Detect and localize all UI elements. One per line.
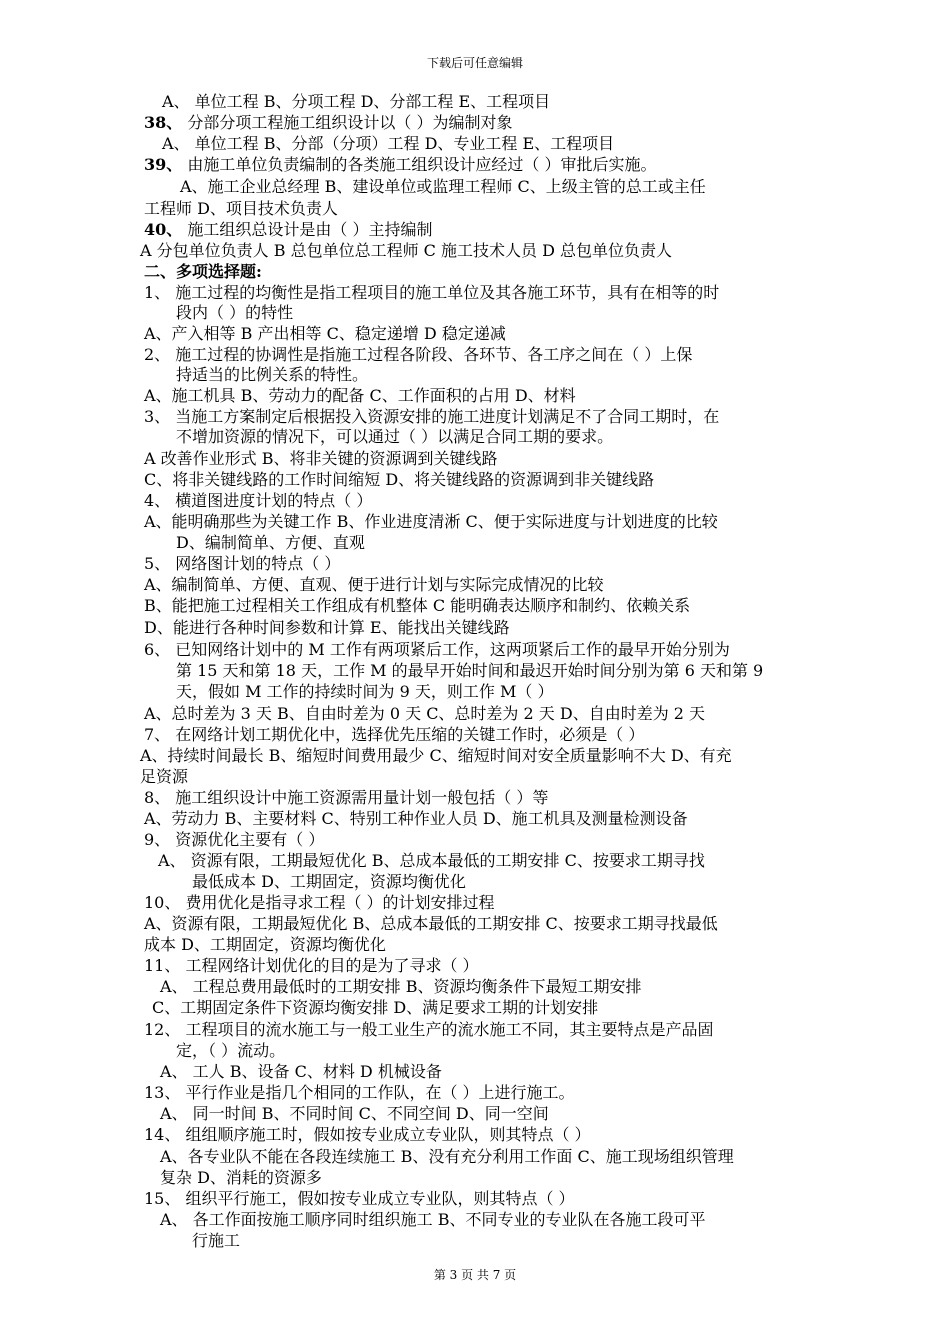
text-line <box>180 177 706 197</box>
text-line <box>144 788 548 808</box>
text-line <box>160 1210 706 1230</box>
text-line <box>144 893 495 913</box>
text-line <box>144 596 690 616</box>
text-line <box>162 92 550 112</box>
text-line <box>144 262 262 282</box>
line-text: 持适当的比例关系的特性。 <box>176 365 369 384</box>
question-number: 38、 <box>144 113 183 132</box>
line-text: 成本 D、工期固定，资源均衡优化 <box>144 935 386 954</box>
line-text: 7、 在网络计划工期优化中，选择优先压缩的关键工作时，必须是（ ） <box>144 725 645 744</box>
line-text: 8、 施工组织设计中施工资源需用量计划一般包括（ ）等 <box>144 788 549 807</box>
line-text: A、 同一时间 B、不同时间 C、不同空间 D、同一空间 <box>160 1104 549 1123</box>
text-line <box>144 554 340 574</box>
line-text: 最低成本 D、工期固定，资源均衡优化 <box>192 872 466 891</box>
line-text: A、产入相等 B 产出相等 C、稳定递增 D 稳定递减 <box>144 324 506 343</box>
line-text: 3、 当施工方案制定后根据投入资源安排的施工进度计划满足不了合同工期时，在 <box>144 407 720 426</box>
line-text: A、 各工作面按施工顺序同时组织施工 B、不同专业的专业队在各施工段可平 <box>160 1210 706 1229</box>
page-header: 下载后可任意编辑 <box>426 56 523 70</box>
line-text: 14、 组组顺序施工时，假如按专业成立专业队，则其特点（ ） <box>144 1125 591 1144</box>
line-text: A、 资源有限，工期最短优化 B、总成本最低的工期安排 C、按要求工期寻找 <box>158 851 705 870</box>
text-line <box>144 956 479 976</box>
line-text: 4、 横道图进度计划的特点（ ） <box>144 491 373 510</box>
text-line <box>176 661 763 681</box>
text-line <box>140 241 672 261</box>
line-text: 行施工 <box>192 1231 241 1250</box>
text-line <box>144 704 705 724</box>
line-text: 13、 平行作业是指几个相同的工作队，在（ ）上进行施工。 <box>144 1083 575 1102</box>
text-line <box>144 725 644 745</box>
line-text: D、编制简单、方便、直观 <box>176 533 365 552</box>
text-line <box>144 1189 575 1209</box>
text-line <box>144 449 498 469</box>
question-number: 40、 <box>144 220 183 239</box>
text-line <box>160 1168 322 1188</box>
text-line <box>144 220 432 240</box>
text-line <box>144 575 604 595</box>
line-text: C、将非关键线路的工作时间缩短 D、将关键线路的资源调到非关键线路 <box>144 470 655 489</box>
question-number: 二、多项选择题: <box>144 262 262 281</box>
line-text: 2、 施工过程的协调性是指施工过程各阶段、各环节、各工序之间在（ ）上保 <box>144 345 693 364</box>
line-text: A 分包单位负责人 B 总包单位总工程师 C 施工技术人员 D 总包单位负责人 <box>140 241 672 260</box>
line-text: 不增加资源的情况下，可以通过（ ）以满足合同工期的要求。 <box>176 427 614 446</box>
text-line <box>144 491 372 511</box>
text-line <box>144 199 338 219</box>
line-text: 施工组织总设计是由（ ）主持编制 <box>182 220 433 239</box>
text-line <box>140 746 732 766</box>
line-text: A、 单位工程 B、分部（分项）工程 D、专业工程 E、工程项目 <box>162 134 615 153</box>
text-line <box>144 1125 591 1145</box>
text-line <box>144 914 718 934</box>
line-text: A、总时差为 3 天 B、自由时差为 0 天 C、总时差为 2 天 D、自由时差为 2 天 <box>144 704 706 723</box>
line-text: C、工期固定条件下资源均衡安排 D、满足要求工期的计划安排 <box>152 998 599 1017</box>
line-text: A、编制简单、方便、直观、便于进行计划与实际完成情况的比较 <box>144 575 604 594</box>
text-line <box>192 1231 240 1251</box>
text-line <box>176 427 613 447</box>
text-line <box>144 470 654 490</box>
text-line <box>144 345 692 365</box>
text-line <box>176 303 293 323</box>
line-text: 段内（ ）的特性 <box>176 303 294 322</box>
text-line <box>144 283 719 303</box>
text-line <box>160 1147 734 1167</box>
text-line <box>144 324 506 344</box>
line-text: A、施工企业总经理 B、建设单位或监理工程师 C、上级主管的总工或主任 <box>180 177 706 196</box>
line-text: A、持续时间最长 B、缩短时间费用最少 C、缩短时间对安全质量影响不大 D、有充 <box>140 746 732 765</box>
text-line <box>144 155 656 175</box>
line-text: 10、 费用优化是指寻求工程（ ）的计划安排过程 <box>144 893 495 912</box>
text-line <box>144 640 730 660</box>
line-text: A、能明确那些为关键工作 B、作业进度清淅 C、便于实际进度与计划进度的比较 <box>144 512 718 531</box>
text-line <box>176 533 365 553</box>
question-number: 39、 <box>144 155 183 174</box>
text-line <box>144 1020 713 1040</box>
text-line <box>144 386 576 406</box>
text-line <box>144 512 718 532</box>
page-footer: 第 3 页 共 7 页 <box>433 1268 517 1282</box>
line-text: 工程师 D、项目技术负责人 <box>144 199 338 218</box>
text-line <box>144 1083 575 1103</box>
line-text: 6、 已知网络计划中的 M 工作有两项紧后工作，这两项紧后工作的最早开始分别为 <box>144 640 730 659</box>
line-text: 由施工单位负责编制的各类施工组织设计应经过（ ）审批后实施。 <box>182 155 657 174</box>
text-line <box>176 1041 285 1061</box>
line-text: 定，（ ）流动。 <box>176 1041 286 1060</box>
line-text: 天，假如 M 工作的持续时间为 9 天，则工作 M（ ） <box>176 682 554 701</box>
line-text: 9、 资源优化主要有（ ） <box>144 830 325 849</box>
line-text: 1、 施工过程的均衡性是指工程项目的施工单位及其各施工环节，具有在相等的时 <box>144 283 720 302</box>
text-line <box>144 830 324 850</box>
text-line <box>158 851 705 871</box>
text-line <box>144 618 510 638</box>
text-line <box>152 998 598 1018</box>
line-text: A、 工程总费用最低时的工期安排 B、资源均衡条件下最短工期安排 <box>160 977 642 996</box>
text-line <box>192 872 466 892</box>
line-text: A、 工人 B、设备 C、材料 D 机械设备 <box>160 1062 442 1081</box>
line-text: A、各专业队不能在各段连续施工 B、没有充分利用工作面 C、施工现场组织管理 <box>160 1147 734 1166</box>
text-line <box>144 407 719 427</box>
line-text: D、能进行各种时间参数和计算 E、能找出关键线路 <box>144 618 510 637</box>
text-line <box>140 767 188 787</box>
text-line <box>162 134 614 154</box>
text-line <box>176 682 553 702</box>
line-text: 复杂 D、消耗的资源多 <box>160 1168 322 1187</box>
text-line <box>160 1104 549 1124</box>
line-text: A 改善作业形式 B、将非关键的资源调到关键线路 <box>144 449 498 468</box>
line-text: B、能把施工过程相关工作组成有机整体 C 能明确表达顺序和制约、依赖关系 <box>144 596 691 615</box>
text-line <box>176 365 368 385</box>
line-text: 11、 工程网络计划优化的目的是为了寻求（ ） <box>144 956 479 975</box>
text-line <box>144 809 688 829</box>
text-line <box>144 113 512 133</box>
line-text: A、施工机具 B、劳动力的配备 C、工作面积的占用 D、材料 <box>144 386 576 405</box>
line-text: 5、 网络图计划的特点（ ） <box>144 554 341 573</box>
line-text: 分部分项工程施工组织设计以（ ）为编制对象 <box>182 113 513 132</box>
line-text: 第 15 天和第 18 天，工作 M 的最早开始时间和最迟开始时间分别为第 6 天和第 9 <box>176 661 764 680</box>
text-line <box>160 977 642 997</box>
text-line <box>144 935 386 955</box>
text-line <box>160 1062 442 1082</box>
line-text: A、劳动力 B、主要材料 C、特别工种作业人员 D、施工机具及测量检测设备 <box>144 809 688 828</box>
line-text: A、 单位工程 B、分项工程 D、分部工程 E、工程项目 <box>162 92 551 111</box>
line-text: 15、 组织平行施工，假如按专业成立专业队，则其特点（ ） <box>144 1189 575 1208</box>
line-text: A、资源有限，工期最短优化 B、总成本最低的工期安排 C、按要求工期寻找最低 <box>144 914 718 933</box>
line-text: 足资源 <box>140 767 189 786</box>
line-text: 12、 工程项目的流水施工与一般工业生产的流水施工不同，其主要特点是产品固 <box>144 1020 714 1039</box>
